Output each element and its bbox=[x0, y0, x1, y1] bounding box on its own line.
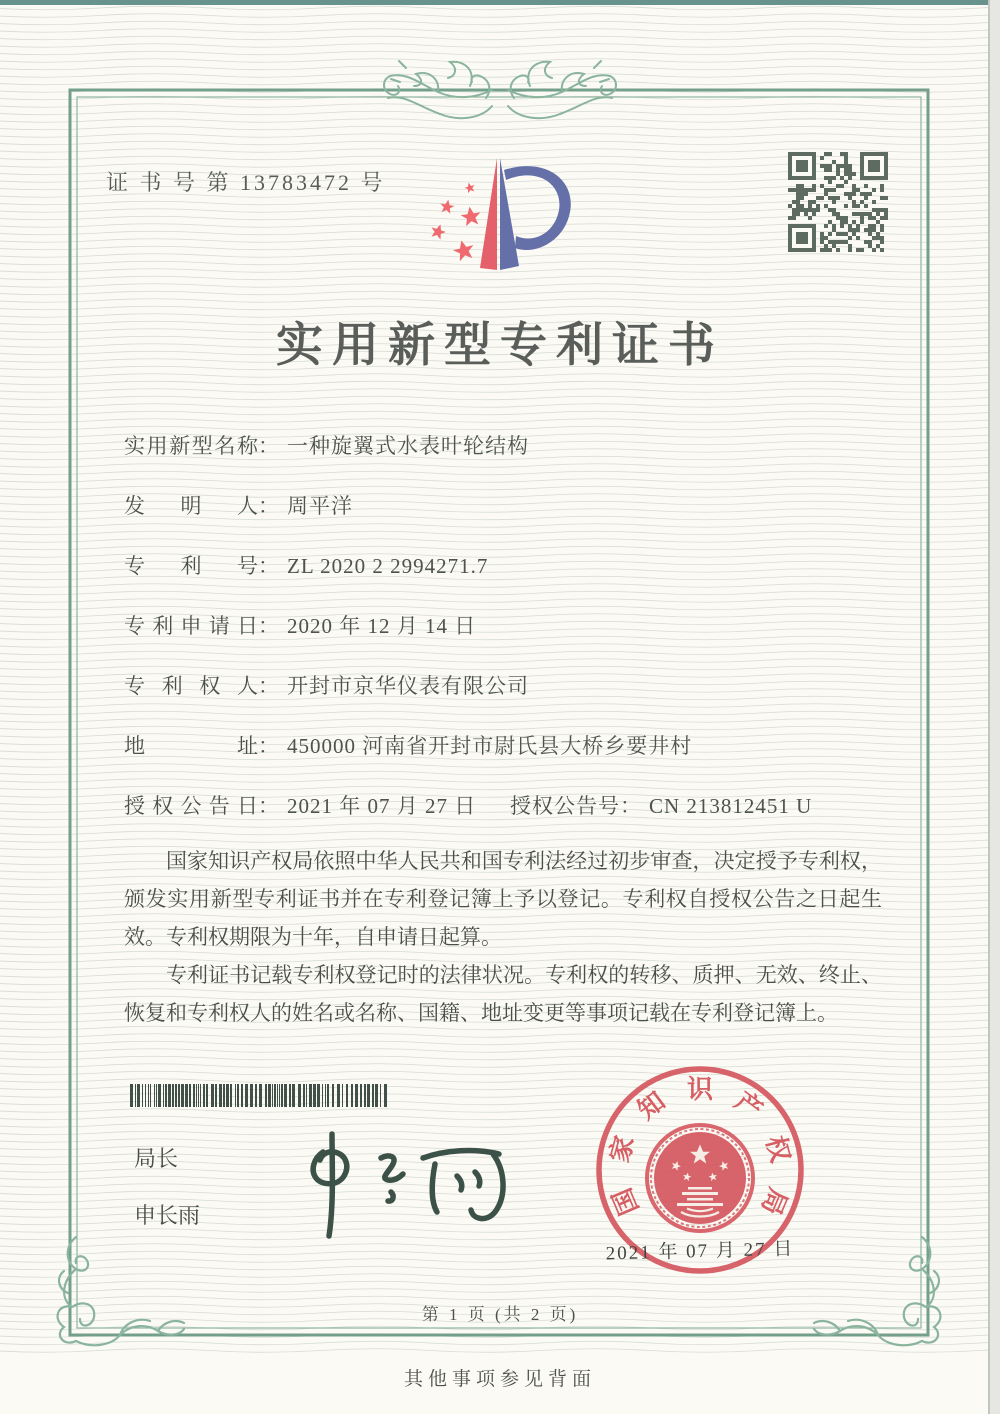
colon: ： bbox=[258, 434, 279, 458]
field-label: 授权公告号 bbox=[510, 794, 620, 818]
cnipa-logo-icon bbox=[420, 148, 580, 276]
seal-char: 识 bbox=[686, 1075, 714, 1104]
field-value: 2020 年 12 月 14 日 bbox=[287, 614, 477, 638]
field-value: 周平洋 bbox=[287, 494, 353, 518]
field-label: 授权公告日 bbox=[124, 794, 258, 818]
legal-paragraph-2: 专利证书记载专利权登记时的法律状况。专利权的转移、质押、无效、终止、恢复和专利权人的姓名或名称、国籍、地址变更等事项记载在专利登记簿上。 bbox=[124, 963, 882, 1025]
colon: ： bbox=[258, 674, 279, 698]
field-row bbox=[124, 430, 884, 490]
field-label: 实用新型名称 bbox=[124, 434, 258, 458]
page-number: 第 1 页 (共 2 页) bbox=[421, 1305, 579, 1324]
qr-code-icon bbox=[788, 152, 888, 252]
national-emblem bbox=[647, 1125, 753, 1231]
certificate-number: 证 书 号 第 13783472 号 bbox=[106, 170, 386, 195]
field-value: 开封市京华仪表有限公司 bbox=[287, 674, 529, 698]
seal-date: 2021 年 07 月 27 日 bbox=[605, 1238, 795, 1265]
grant-number-group bbox=[510, 790, 812, 820]
seal-char: 家 bbox=[604, 1132, 640, 1166]
field-row-grant bbox=[124, 790, 884, 850]
seal-char: 权 bbox=[760, 1132, 796, 1166]
signer-role: 局长 bbox=[134, 1146, 179, 1171]
field-value: 450000 河南省开封市尉氏县大桥乡要井村 bbox=[287, 734, 693, 758]
colon: ： bbox=[258, 794, 279, 818]
colon: ： bbox=[258, 734, 279, 758]
field-value: 一种旋翼式水表叶轮结构 bbox=[287, 434, 529, 458]
field-row bbox=[124, 550, 884, 610]
handwritten-signature-icon bbox=[283, 1122, 518, 1252]
colon: ： bbox=[620, 794, 641, 818]
seal-char: 局 bbox=[755, 1183, 793, 1220]
signer-name: 申长雨 bbox=[134, 1203, 201, 1228]
legal-paragraph-1: 国家知识产权局依照中华人民共和国专利法经过初步审查，决定授予专利权，颁发实用新型专利证书并在专利登记簿上予以登记。专利权自授权公告之日起生效。专利权期限为十年，自申请日起算。 bbox=[124, 849, 882, 949]
seal-char: 国 bbox=[607, 1183, 645, 1220]
field-list bbox=[124, 430, 884, 850]
colon: ： bbox=[258, 494, 279, 518]
scan-right-edge-line bbox=[988, 0, 990, 1414]
legal-text bbox=[124, 842, 882, 1032]
barcode-icon bbox=[130, 1084, 392, 1107]
field-label: 专利号 bbox=[124, 554, 258, 578]
field-value: CN 213812451 U bbox=[649, 794, 813, 818]
scan-top-edge bbox=[0, 0, 1000, 5]
field-label: 地址 bbox=[124, 734, 258, 758]
colon: ： bbox=[258, 554, 279, 578]
field-row bbox=[124, 670, 884, 730]
field-row bbox=[124, 490, 884, 550]
field-value: 2021 年 07 月 27 日 bbox=[287, 794, 477, 818]
signer-block bbox=[134, 1142, 200, 1230]
colon: ： bbox=[258, 614, 279, 638]
scan-right-edge bbox=[990, 0, 1000, 1414]
field-label: 专利权人 bbox=[124, 674, 258, 698]
field-row bbox=[124, 610, 884, 670]
field-label: 发明人 bbox=[124, 494, 258, 518]
field-row bbox=[124, 730, 884, 790]
back-side-note: 其他事项参见背面 bbox=[403, 1369, 596, 1390]
seal-char: 知 bbox=[632, 1086, 671, 1126]
seal-char: 产 bbox=[729, 1086, 768, 1126]
certificate-title: 实用新型专利证书 bbox=[276, 320, 724, 372]
field-label: 专利申请日 bbox=[124, 614, 258, 638]
field-value: ZL 2020 2 2994271.7 bbox=[287, 554, 489, 578]
